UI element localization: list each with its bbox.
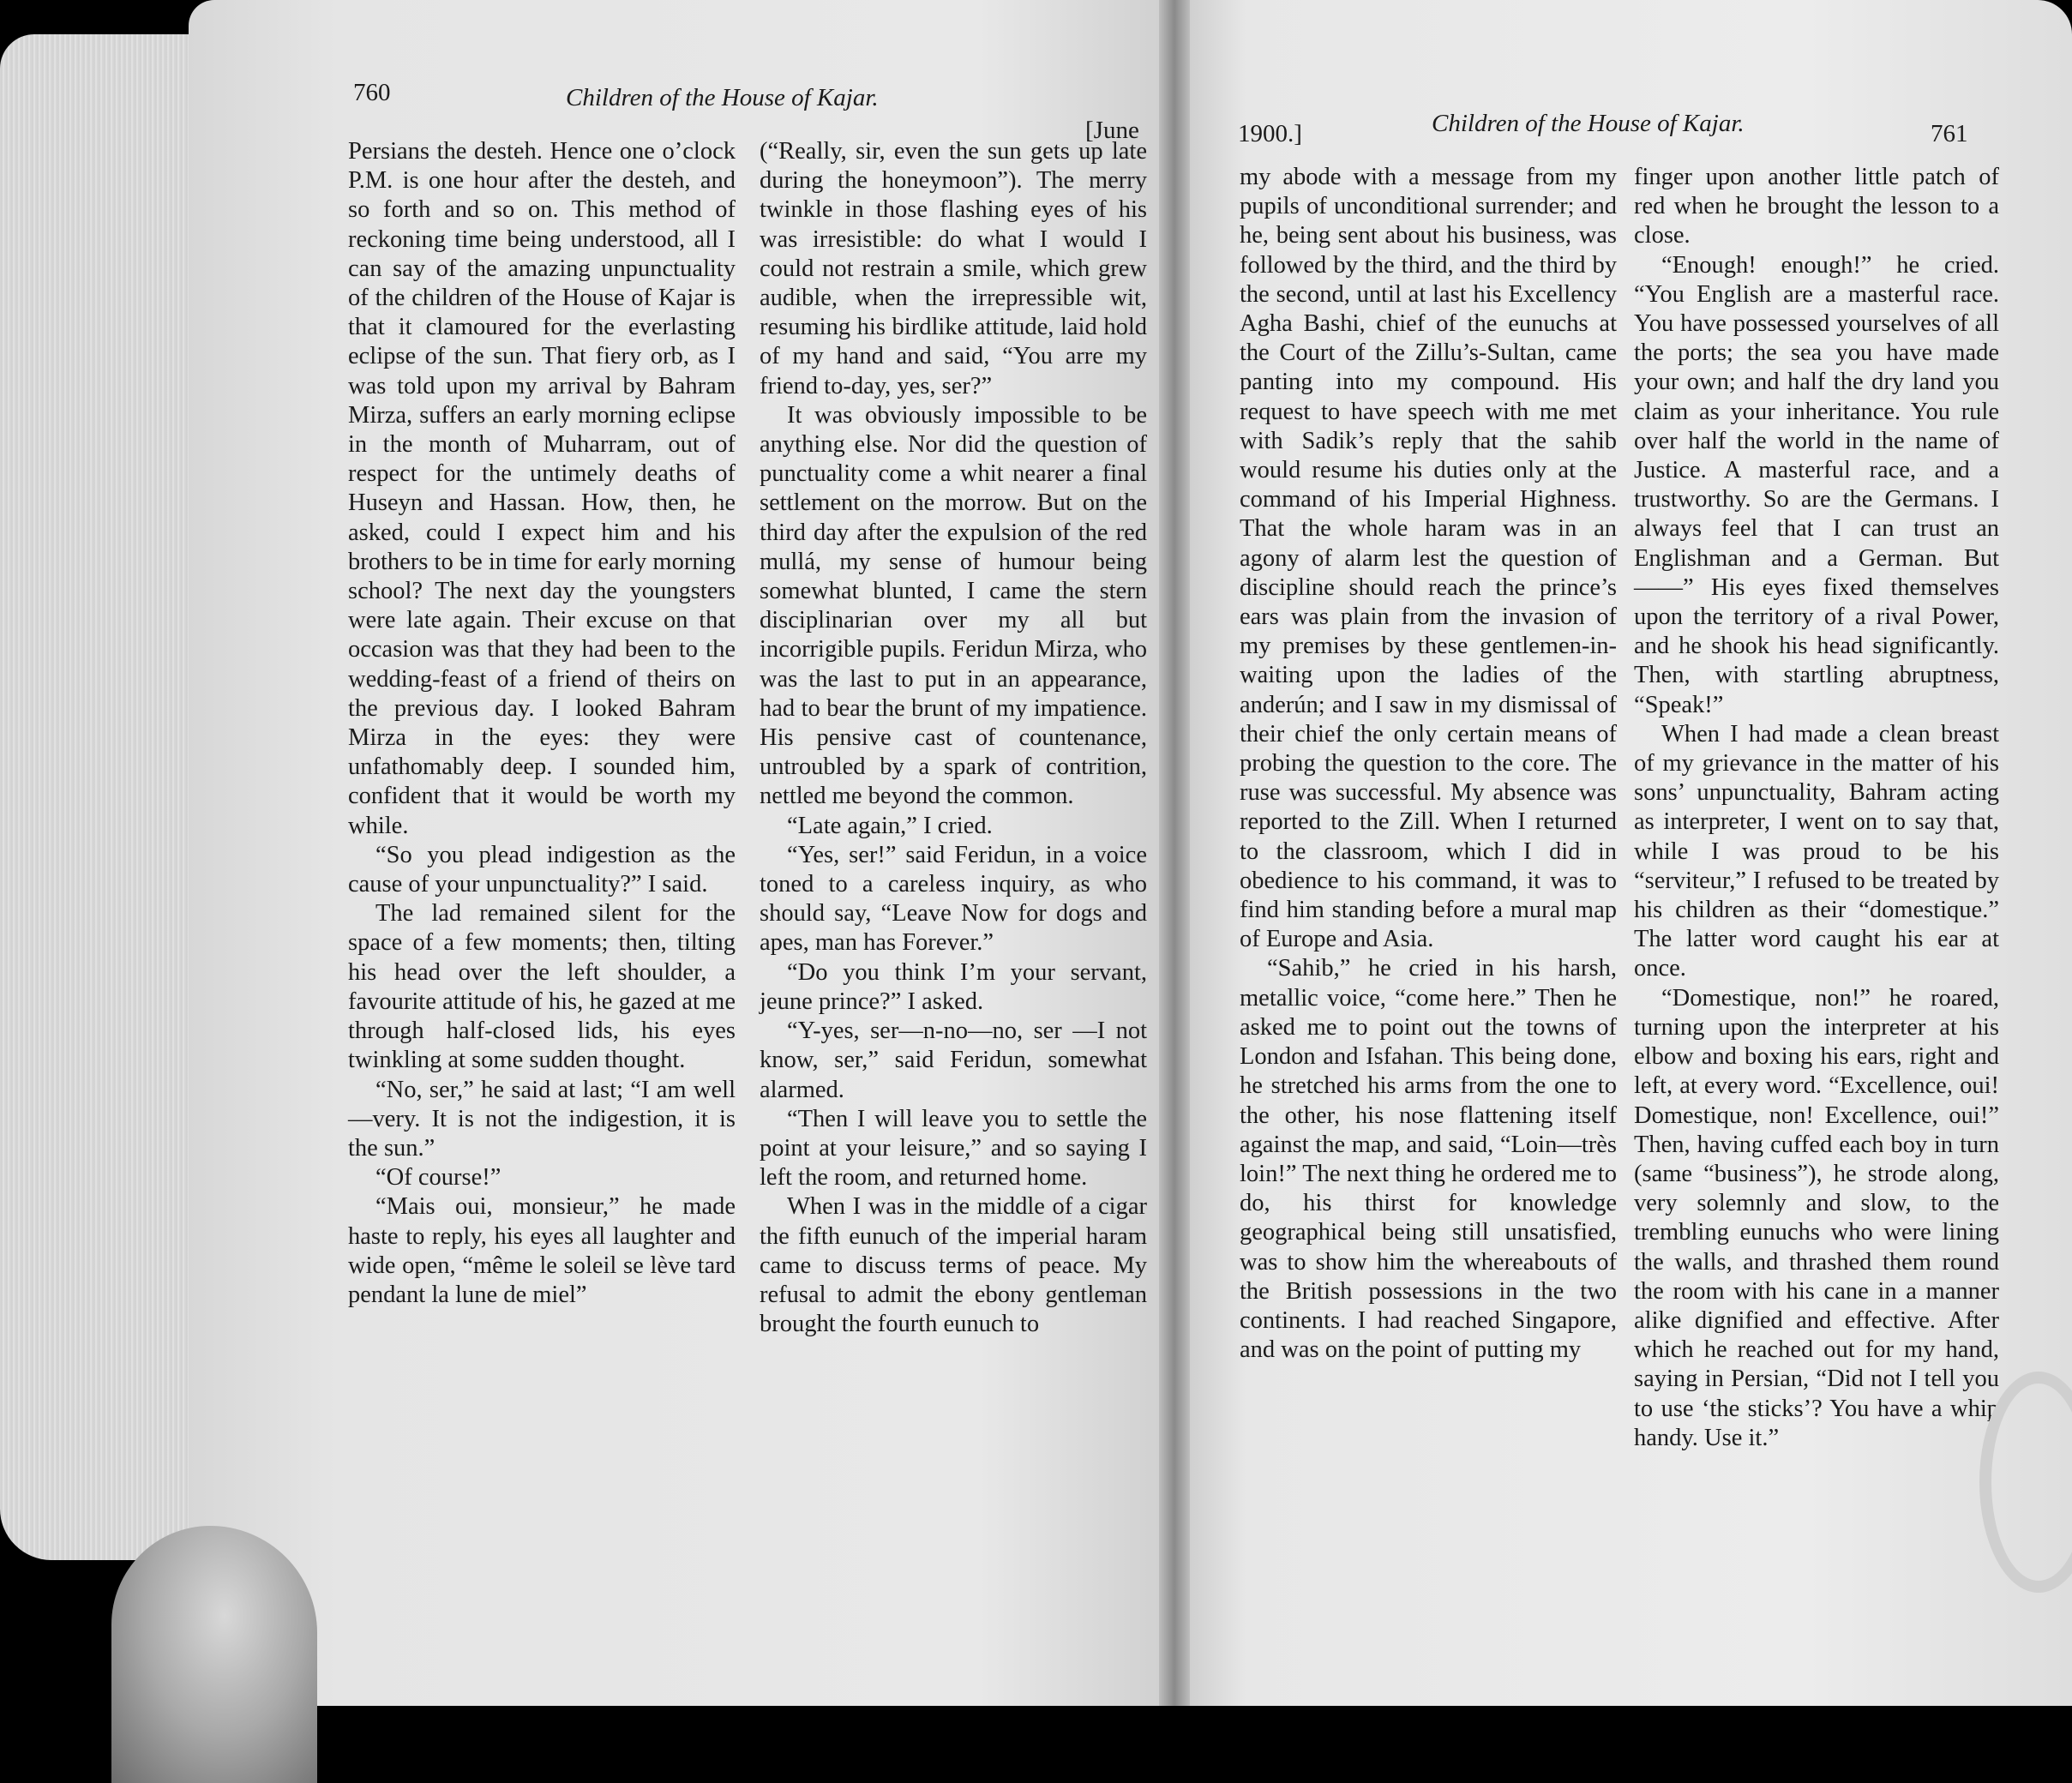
- paragraph: “No, ser,” he said at last; “I am well—very. It is not the indigestion, it is the sun.”: [348, 1076, 736, 1162]
- left-running-title: Children of the House of Kajar.: [566, 84, 879, 111]
- paragraph: “Sahib,” he cried in his harsh, metallic voice, “come here.” Then he asked me to point out the towns of London and Isfahan. This being done, he stretched his arms from the one to the other, his nose flattening itself against the map, and said, “Loin—très loin!” The next thing he ordered me to do, his thirst for knowledge geographical being still unsatisfied, was to show him the whereabouts of the British possessions in the two continents. I had reached Singapore, and was on the point of putting my: [1240, 955, 1617, 1364]
- paragraph: my abode with a message from my pupils of unconditional surrender; and he, being sent about his business, was followed by the third, and the third by the second, until at last his Excellency Agha Bashi, chief of the eunuchs at the Court of the Zillu’s-Sultan, came panting into my compound. His request to have speech with me met with Sadik’s reply that the sahib would resume his duties only at the command of his Imperial Highness. That the whole haram was in an agony of alarm lest the question of discipline should reach the prince’s ears was plain from the invasion of my premises by these gentlemen-in-waiting upon the ladies of the anderún; and I saw in my dismissal of their chief the only certain means of probing the question to the core. The ruse was successful. My absence was reported to the Zill. When I returned to the classroom, which I did in obedience to his command, it was to find him standing before a mural map of Europe and Asia.: [1240, 164, 1617, 953]
- left-column-1: [348, 137, 736, 1310]
- paragraph: “Do you think I’m your servant, jeune prince?” I asked.: [760, 958, 1147, 1015]
- left-page: [189, 0, 1174, 1706]
- right-page: [1174, 0, 2072, 1706]
- paragraph: “Domestique, non!” he roared, turning upon the interpreter at his elbow and boxing his ears, right and left, at every word. “Excellence, oui! Domestique, non! Excellence, oui!” Then, having cuffed each boy in turn (same “business”), he strode along, very solemnly and slow, to the trembling eunuchs who were lining the walls, and thrashed them round the room with his cane in a manner alike dignified and effective. After which he reached out for my hand, saying in Persian, “Did not I tell you to use ‘the sticks’? You have a whip handy. Use it.”: [1634, 984, 1999, 1451]
- paragraph: finger upon another little patch of red when he brought the lesson to a close.: [1634, 164, 1999, 249]
- paragraph: The lad remained silent for the space of a few moments; then, tilting his head over the left shoulder, a favourite attitude of his, he gazed at me through half-closed lids, his eyes twinkling at some sudden thought.: [348, 900, 736, 1074]
- paragraph: “Enough! enough!” he cried. “You English are a masterful race. You have possessed yourselves of all the ports; the sea you have made your own; and half the dry land you claim as your inheritance. You rule over half the world in the name of Justice. A masterful race, and a trustworthy. So are the Germans. I always feel that I can trust an Englishman and a German. But——” His eyes fixed themselves upon the territory of a rival Power, and he shook his head significantly. Then, with startling abruptness, “Speak!”: [1634, 251, 1999, 718]
- paragraph: “Then I will leave you to settle the point at your leisure,” and so saying I left the room, and returned home.: [760, 1105, 1147, 1192]
- left-date-mark: [June: [1085, 117, 1139, 144]
- paragraph: When I had made a clean breast of my grievance in the matter of his sons’ unpunctuality, Bahram acting as interpreter, I went on to say that, while I was proud to be his “serviteur,” I refused to be treated by his children as their “domestique.” The latter word caught his ear at once.: [1634, 720, 1999, 982]
- left-column-2: [760, 137, 1147, 1339]
- paragraph: “Y-yes, ser—n-no—no, ser —I not know, ser,” said Feridun, somewhat alarmed.: [760, 1018, 1147, 1103]
- paragraph: “Yes, ser!” said Feridun, in a voice toned to a careless inquiry, as who should say, “Leave Now for dogs and apes, man has Forever.”: [760, 841, 1147, 957]
- right-running-title: Children of the House of Kajar.: [1432, 110, 1745, 137]
- paragraph: “Of course!”: [375, 1164, 501, 1192]
- left-page-number: 760: [353, 79, 391, 106]
- right-column-2: [1634, 163, 1999, 1453]
- holding-thumb: [111, 1526, 317, 1783]
- right-page-number: 761: [1931, 120, 1968, 147]
- paragraph: “Late again,” I cried.: [787, 812, 993, 839]
- paragraph: It was obviously impossible to be anything else. Nor did the question of punctuality come a whit nearer a final settlement on the morrow. But on the third day after the expulsion of the red mullá, my sense of humour being somewhat blunted, I came the stern disciplinarian over my all but incorrigible pupils. Feridun Mirza, who was the last to put in an appearance, had to bear the brunt of my impatience. His pensive cast of countenance, untroubled by a spark of contrition, nettled me beyond the common.: [760, 401, 1147, 810]
- paragraph: When I was in the middle of a cigar the fifth eunuch of the imperial haram came to discuss terms of peace. My refusal to admit the ebony gentleman brought the fourth eunuch to: [760, 1193, 1147, 1338]
- paragraph: “So you plead indigestion as the cause of your unpunctuality?” I said.: [348, 841, 736, 898]
- right-column-1: [1240, 163, 1617, 1365]
- book-gutter: [1159, 0, 1190, 1706]
- paragraph: “Mais oui, monsieur,” he made haste to reply, his eyes all laughter and wide open, “même le soleil se lève tard pendant la lune de miel”: [348, 1193, 736, 1308]
- right-date-mark: 1900.]: [1238, 120, 1302, 147]
- paragraph: (“Really, sir, even the sun gets up late during the honeymoon”). The merry twinkle in those flashing eyes of his was irresistible: do what I would I could not restrain a smile, which grew audible, when the irrepressible wit, resuming his birdlike attitude, laid hold of my hand and said, “You arre my friend to-day, yes, ser?”: [760, 138, 1147, 399]
- paragraph: Persians the desteh. Hence one o’clock P.M. is one hour after the desteh, and so forth and so on. This method of reckoning time being understood, all I can say of the amazing unpunctuality of the children of the House of Kajar is that it clamoured for the everlasting eclipse of the sun. That fiery orb, as I was told upon my arrival by Bahram Mirza, suffers an early morning eclipse in the month of Muharram, out of respect for the untimely deaths of Huseyn and Hassan. How, then, he asked, could I expect him and his brothers to be in time for early morning school? The next day the youngsters were late again. Their excuse on that occasion was that they had been to the wedding-feast of a friend of theirs on the previous day. I looked Bahram Mirza in the eyes: they were unfathomably deep. I sounded him, confident that it would be worth my while.: [348, 138, 736, 839]
